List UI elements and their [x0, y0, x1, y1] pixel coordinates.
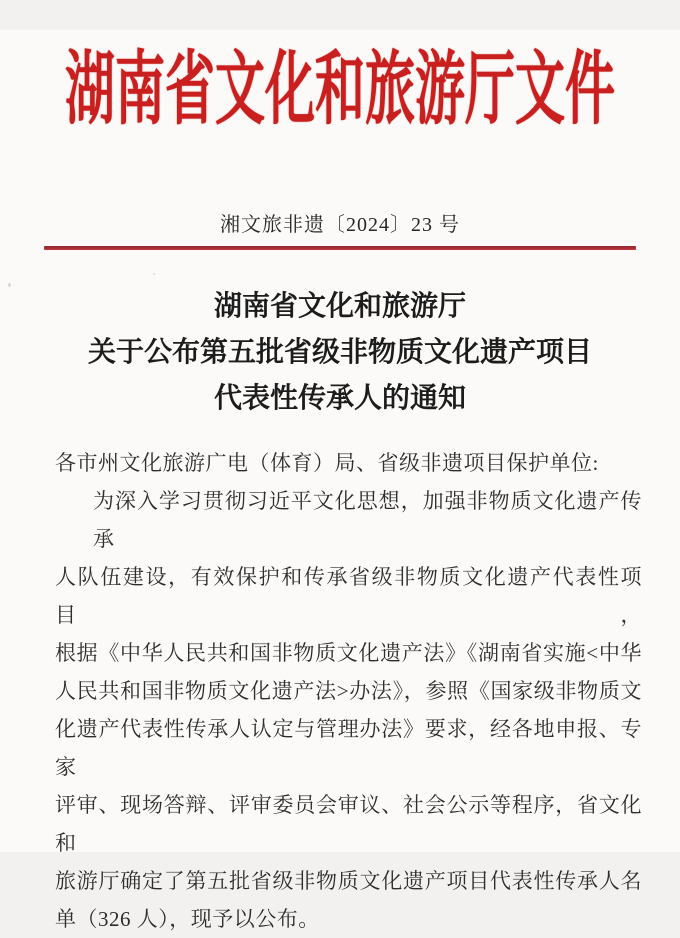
paragraph-line: 化遗产代表性传承人认定与管理办法》要求，经各地申报、专家: [55, 717, 642, 779]
red-divider: [44, 246, 636, 250]
notice-title-line-1: 湖南省文化和旅游厅: [213, 291, 466, 322]
document-page: [0, 30, 680, 931]
notice-title-line-2: 关于公布第五批省级非物质文化遗产项目: [87, 337, 592, 368]
paragraph-line: 旅游厅确定了第五批省级非物质文化遗产项目代表性传承人名: [55, 869, 642, 893]
paragraph-line: 评审、现场答辩、评审委员会审议、社会公示等程序，省文化和: [55, 793, 642, 855]
paragraph-line: 人队伍建设，有效保护和传承省级非物质文化遗产代表性项目，: [55, 565, 642, 627]
notice-title: [0, 284, 680, 422]
scan-speck: [153, 273, 155, 275]
notice-body: [55, 444, 642, 938]
letterhead-title: 湖南省文化和旅游厅文件: [65, 44, 615, 135]
paragraph-line: 人民共和国非物质文化遗产法>办法》，参照《国家级非物质文: [55, 679, 642, 703]
scan-speck: [8, 283, 11, 287]
letterhead: [0, 30, 680, 136]
paragraph-line: 为深入学习贯彻习近平文化思想，加强非物质文化遗产传承: [93, 489, 642, 551]
notice-title-line-3: 代表性传承人的通知: [213, 383, 466, 414]
document-number: 湘文旅非遗〔2024〕23 号: [220, 214, 460, 236]
paragraph-line: 单（326 人），现予以公布。: [55, 907, 320, 931]
paragraph-line: 根据《中华人民共和国非物质文化遗产法》《湖南省实施<中华: [55, 641, 642, 665]
salutation-line: 各市州文化旅游广电（体育）局、省级非遗项目保护单位:: [55, 451, 599, 475]
